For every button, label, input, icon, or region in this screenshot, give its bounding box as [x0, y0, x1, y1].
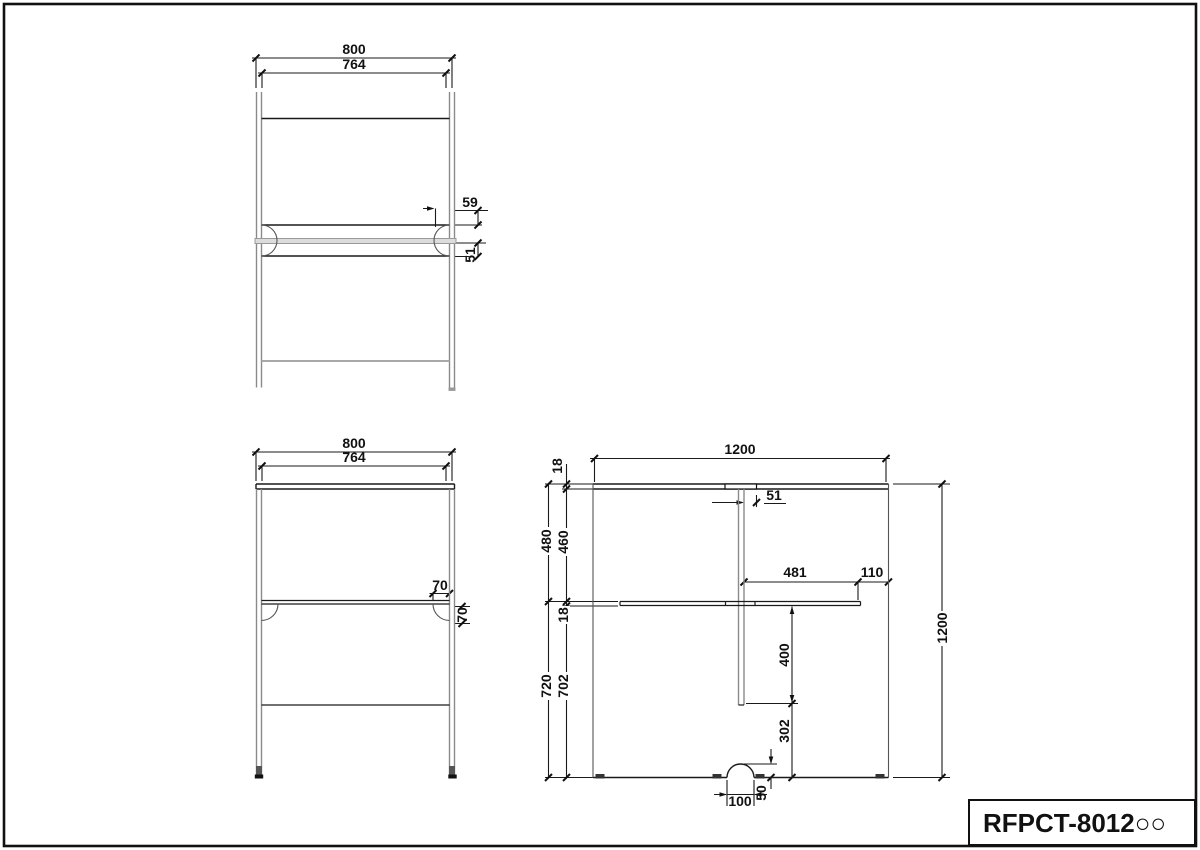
- title-block: [969, 800, 1195, 845]
- side-shelf-fillets: [262, 604, 450, 621]
- dim-side-800: 800: [342, 435, 366, 451]
- plan-50-arrow: [769, 757, 774, 765]
- page-border: [4, 4, 1196, 846]
- dim-front-764: 764: [342, 56, 366, 72]
- dim-plan-18-shelf: 18: [555, 607, 571, 623]
- dim-plan-480: 480: [538, 529, 554, 553]
- dim-front-800: 800: [342, 41, 366, 57]
- front-right-leg-cap: [449, 388, 456, 391]
- side-legs: [257, 489, 455, 775]
- dim-side-70-h: 70: [432, 577, 448, 593]
- dim-side-764: 764: [342, 449, 366, 465]
- plan-arch-cutout: [727, 764, 754, 778]
- plan-51-arrow: [737, 500, 745, 504]
- dim-plan-100: 100: [728, 793, 752, 809]
- plan-outline: [593, 484, 889, 778]
- side-dim-lines: [252, 452, 470, 624]
- plan-shelf: [620, 602, 861, 606]
- side-left-foot-pad: [255, 775, 263, 779]
- part-number: RFPCT-8012○○: [983, 808, 1167, 838]
- dim-plan-400: 400: [776, 643, 792, 667]
- dim-plan-302: 302: [776, 719, 792, 743]
- dim-front-59: 59: [462, 194, 478, 210]
- side-right-foot-pad: [448, 775, 456, 779]
- dim-plan-110: 110: [860, 564, 884, 580]
- plan-foot-2: [713, 774, 722, 779]
- plan-foot-1: [596, 774, 605, 779]
- dim-plan-460: 460: [555, 530, 571, 554]
- plan-dim-lines: [545, 459, 950, 807]
- plan-400-arrow-top: [790, 607, 795, 615]
- dim-plan-18-top: 18: [549, 458, 565, 474]
- dim-plan-1200-right: 1200: [934, 612, 950, 644]
- front-support-bar: [255, 239, 456, 244]
- front-dim-lines: [252, 58, 488, 257]
- front-view: [252, 41, 488, 391]
- plan-foot-3: [756, 774, 765, 779]
- side-view: [252, 435, 470, 779]
- dim-side-70-v: 70: [454, 607, 470, 623]
- front-leader-arrow: [427, 206, 435, 211]
- dim-plan-702: 702: [555, 674, 571, 698]
- plan-divider: [739, 489, 745, 705]
- front-left-leg-cap: [256, 388, 263, 391]
- side-right-foot: [449, 766, 455, 775]
- front-dim-ticks: [253, 55, 482, 261]
- side-tabletop: [256, 484, 455, 489]
- dim-front-51: 51: [462, 247, 478, 263]
- plan-view: [538, 441, 950, 809]
- dim-plan-50: 50: [753, 785, 769, 801]
- plan-foot-4: [876, 774, 885, 779]
- plan-dim-ticks: [545, 455, 946, 781]
- side-left-foot: [256, 766, 262, 775]
- dim-plan-481: 481: [783, 564, 807, 580]
- plan-side-edges: [593, 484, 889, 778]
- dim-plan-720: 720: [538, 674, 554, 698]
- dim-plan-1200-top: 1200: [724, 441, 756, 457]
- dim-plan-51: 51: [766, 487, 782, 503]
- plan-divider-top-flange: [725, 484, 757, 489]
- side-shelf: [262, 601, 450, 605]
- plan-100-arrow-left: [720, 792, 728, 796]
